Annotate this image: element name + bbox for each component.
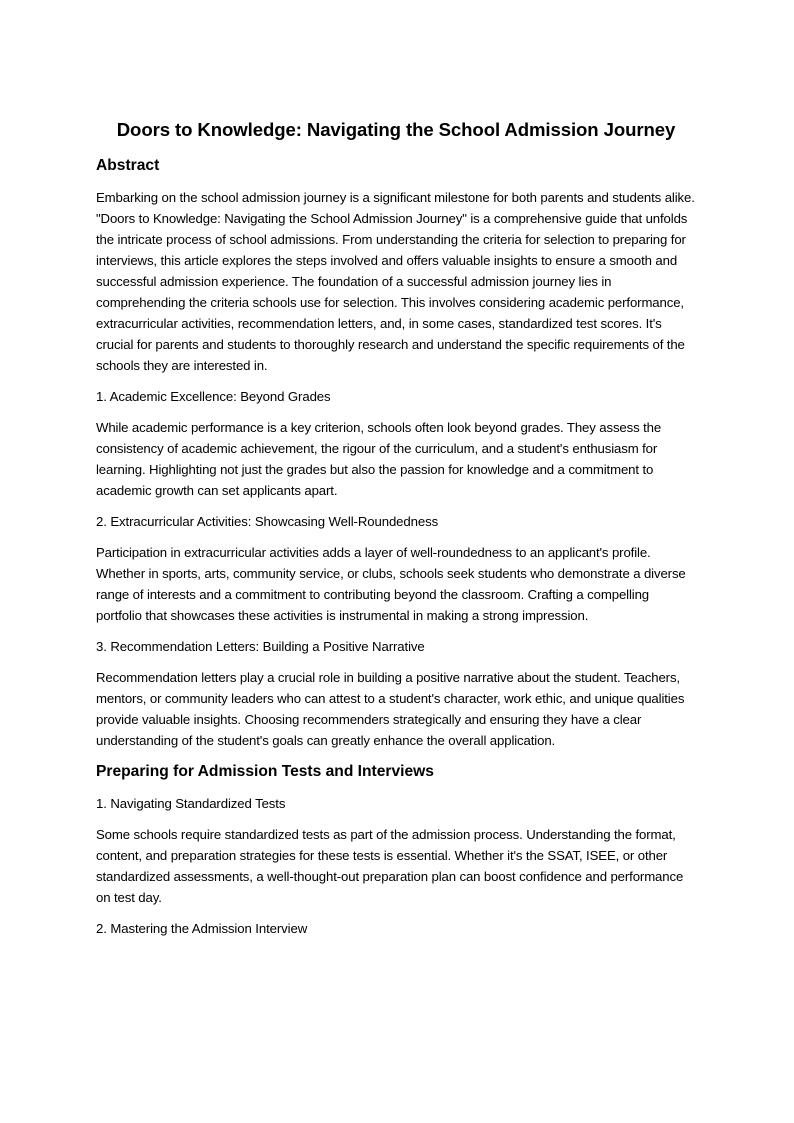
academic-excellence-paragraph: While academic performance is a key criterion, schools often look beyond grades. They assess the consistency of academic achievement, the rigour of the curriculum, and a student's enthusiasm for learning. Highlighting not just the grades but also the passion for knowledge and a commitment to academic growth can set applicants apart.	[96, 420, 662, 498]
recommendation-letters-paragraph: Recommendation letters play a crucial role in building a positive narrative about the student. Teachers, mentors, or community leaders who can attest to a student's character, work ethic, and unique qualities provide valuable insights. Choosing recommenders strategically and ensuring they have a clear understanding of the student's goals can greatly enhance the overall application.	[96, 670, 685, 748]
recommendation-letters-heading: 3. Recommendation Letters: Building a Positive Narrative	[96, 639, 425, 654]
preparing-section-heading: Preparing for Admission Tests and Interviews	[96, 763, 434, 780]
document-title: Doors to Knowledge: Navigating the School Admission Journey	[116, 119, 676, 140]
admission-interview-heading: 2. Mastering the Admission Interview	[96, 921, 308, 936]
abstract-heading: Abstract	[96, 157, 160, 174]
academic-excellence-heading: 1. Academic Excellence: Beyond Grades	[96, 389, 331, 404]
extracurricular-paragraph: Participation in extracurricular activities adds a layer of well-roundedness to an applicant's profile. Whether in sports, arts, community service, or clubs, schools seek students who demonstrate a diverse range of interests and a commitment to contributing beyond the classroom. Crafting a compelling portfolio that showcases these activities is instrumental in making a strong impression.	[96, 545, 686, 623]
standardized-tests-heading: 1. Navigating Standardized Tests	[96, 796, 286, 811]
document-page	[96, 117, 696, 949]
abstract-paragraph: Embarking on the school admission journey is a significant milestone for both parents and students alike. "Doors to Knowledge: Navigating the School Admission Journey" is a comprehensive guide that unfolds the intricate process of school admissions. From understanding the criteria for selection to preparing for interviews, this article explores the steps involved and offers valuable insights to ensure a smooth and successful admission experience. The foundation of a successful admission journey lies in comprehending the criteria schools use for selection. This involves considering academic performance, extracurricular activities, recommendation letters, and, in some cases, standardized test scores. It's crucial for parents and students to thoroughly research and understand the specific requirements of the schools they are interested in.	[96, 190, 695, 373]
standardized-tests-paragraph: Some schools require standardized tests as part of the admission process. Understanding the format, content, and preparation strategies for these tests is essential. Whether it's the SSAT, ISEE, or other standardized assessments, a well-thought-out preparation plan can boost confidence and performance on test day.	[96, 827, 684, 905]
extracurricular-heading: 2. Extracurricular Activities: Showcasing Well-Roundedness	[96, 514, 439, 529]
